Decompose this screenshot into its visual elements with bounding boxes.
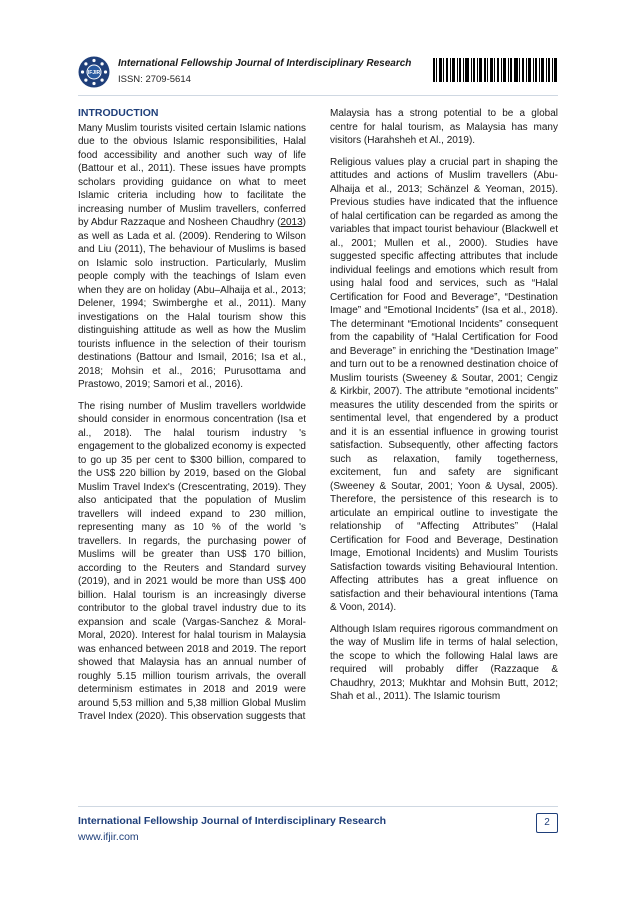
header-divider bbox=[78, 95, 558, 96]
paragraph bbox=[78, 122, 306, 392]
page-number: 2 bbox=[536, 813, 558, 833]
journal-title: International Fellowship Journal of Interdisciplinary Research bbox=[118, 58, 412, 69]
barcode-icon bbox=[433, 58, 558, 82]
page-header bbox=[78, 56, 558, 92]
left-column bbox=[78, 107, 306, 732]
logo-text: IFJIR bbox=[87, 70, 101, 76]
paragraph-text: Many Muslim tourists visited certain Islamic nations due to the obvious Islamic responsibilities, Halal food accessibility and another such way of life (Battour et al., 2011). These issues have prompts scholars providing guidance on what to meet Islamic criteria including how to facilitate the increasing number of Muslim travellers, conferred by Abdur Razzaque and Nosheen Chaudhry ( bbox=[78, 122, 306, 228]
right-column bbox=[330, 107, 558, 712]
paragraph: Although Islam requires rigorous commandment on the way of Muslim life in terms of halal selection, the scope to which the following Halal laws are required will probably differ (Razzaque & Chaudhry, 2013; Mukhtar and Mohsin Butt, 2012; Shah et al., 2011). The Islamic tourism bbox=[330, 623, 558, 702]
paragraph: Religious values play a crucial part in shaping the attitudes and actions of Muslim travellers (Abu-Alhaija et al., 2013; Schänzel & Yeoman, 2015). Previous studies have indicated that the influence of halal certification can be regarded as among the variables that impact tourist behaviour (Blackwell et al., 2001; Mullen et al., 2000). Studies have suggested specific affecting attributes that include individual feelings and emotions which result from using halal food and services, such as “Halal Certification for Food and Beverage”, “Destination Image” and “Emotional Incidents” (Isa et al., 2018). The determinant “Emotional Incidents” consequent from the capability of “Halal Certification for Food and Beverage” in enriching the “Destination Image” and turn out to be a renowned destination choice of Muslim tourists (Sweeney & Soutar, 2001; Cengiz & Kirkbir, 2007). The attribute “emotional incidents” measures the utility descended from the spirits or sentimental level, that engendered by a product and it is an essential influence in growing tourist satisfaction. Subsequently, other affecting factors such as relaxation, family togetherness, excitement, fun and safety are significant (Sweeney & Soutar, 2001; Yoon & Uysal, 2005). Therefore, the persistence of this research is to articulate an empirical outline to investigate the relationship of “Affecting Attributes” (Halal Certification for Food and Beverage, Destination Image, Emotional Incidents) and Muslim Tourists Satisfaction towards visiting Behavioural Intention. Affecting attributes has a great influence on satisfaction and their behavioural intentions (Tama & Voon, 2014). bbox=[330, 156, 558, 613]
paragraph: The rising number of Muslim travellers worldwide should consider in enormous concentration (Isa et al., 2018). The halal tourism industry 's engagement to the globalized economy is expected to go up 35 per cent to $300 billion, compared to the US$ 220 billion by 2019, based on the Global Muslim Travel Index's (Crescentrating, 2019). They also anticipated that the population of Muslim travellers will indeed expand to 230 million, representing many as 10 % of the world 's travellers. In regards, the purchasing power of Muslims will be greater than US$ 170 billion, according to the Reuters and Standard survey (2019), and in 2021 would be more than US$ 400 billion. Halal tourism is an increasingly diverse contributor to the global travel industry due to its expansion and scale (Vargas-Sanchez & Moral-Moral, 2020). Interest for halal tourism in Malaysia was enhanced between 2018 and 2019. The report showed that Malaysia has an annual number of roughly 5.15 million tourism arrivals, the overall determinism estimates in 2018 and 2019 were around 5,53 million and 5,38 million Global Muslim Travel Index (2020). This observation suggests that bbox=[78, 400, 306, 722]
footer-journal-title: International Fellowship Journal of Interdisciplinary Research bbox=[78, 815, 387, 827]
issn: ISSN: 2709-5614 bbox=[118, 74, 191, 85]
journal-logo-icon bbox=[78, 56, 110, 88]
page-footer bbox=[78, 813, 558, 847]
footer-url[interactable]: www.ifjir.com bbox=[78, 831, 139, 843]
section-heading-introduction: INTRODUCTION bbox=[78, 107, 159, 119]
footer-divider bbox=[78, 806, 558, 807]
paragraph-text: ) as well as Lada et al. (2009). Rendering to Wilson and Liu (2011), The behaviour of Muslims is based on Islamic solo instruction. Particularly, Muslim people comply with the teachings of Islam even when they are on holiday (Abu–Alhaija et al., 2013; Delener, 1994; Swimberghe et al., 2011). Many investigations on the Halal tourism show this distinguishing attitude as well as how the Muslim tourists influence in the selection of their tourism destinations (Battour and Ismail, 2016; Isa et al., 2018; Mohsin et al., 2016; Purusottama and Prastowo, 2019; Samori et al., 2016). bbox=[78, 217, 306, 390]
paragraph: Malaysia has a strong potential to be a global centre for halal tourism, as Malaysia has many visitors (Harahsheh et Al., 2019). bbox=[330, 108, 558, 146]
citation-link[interactable]: 2013 bbox=[280, 217, 303, 228]
